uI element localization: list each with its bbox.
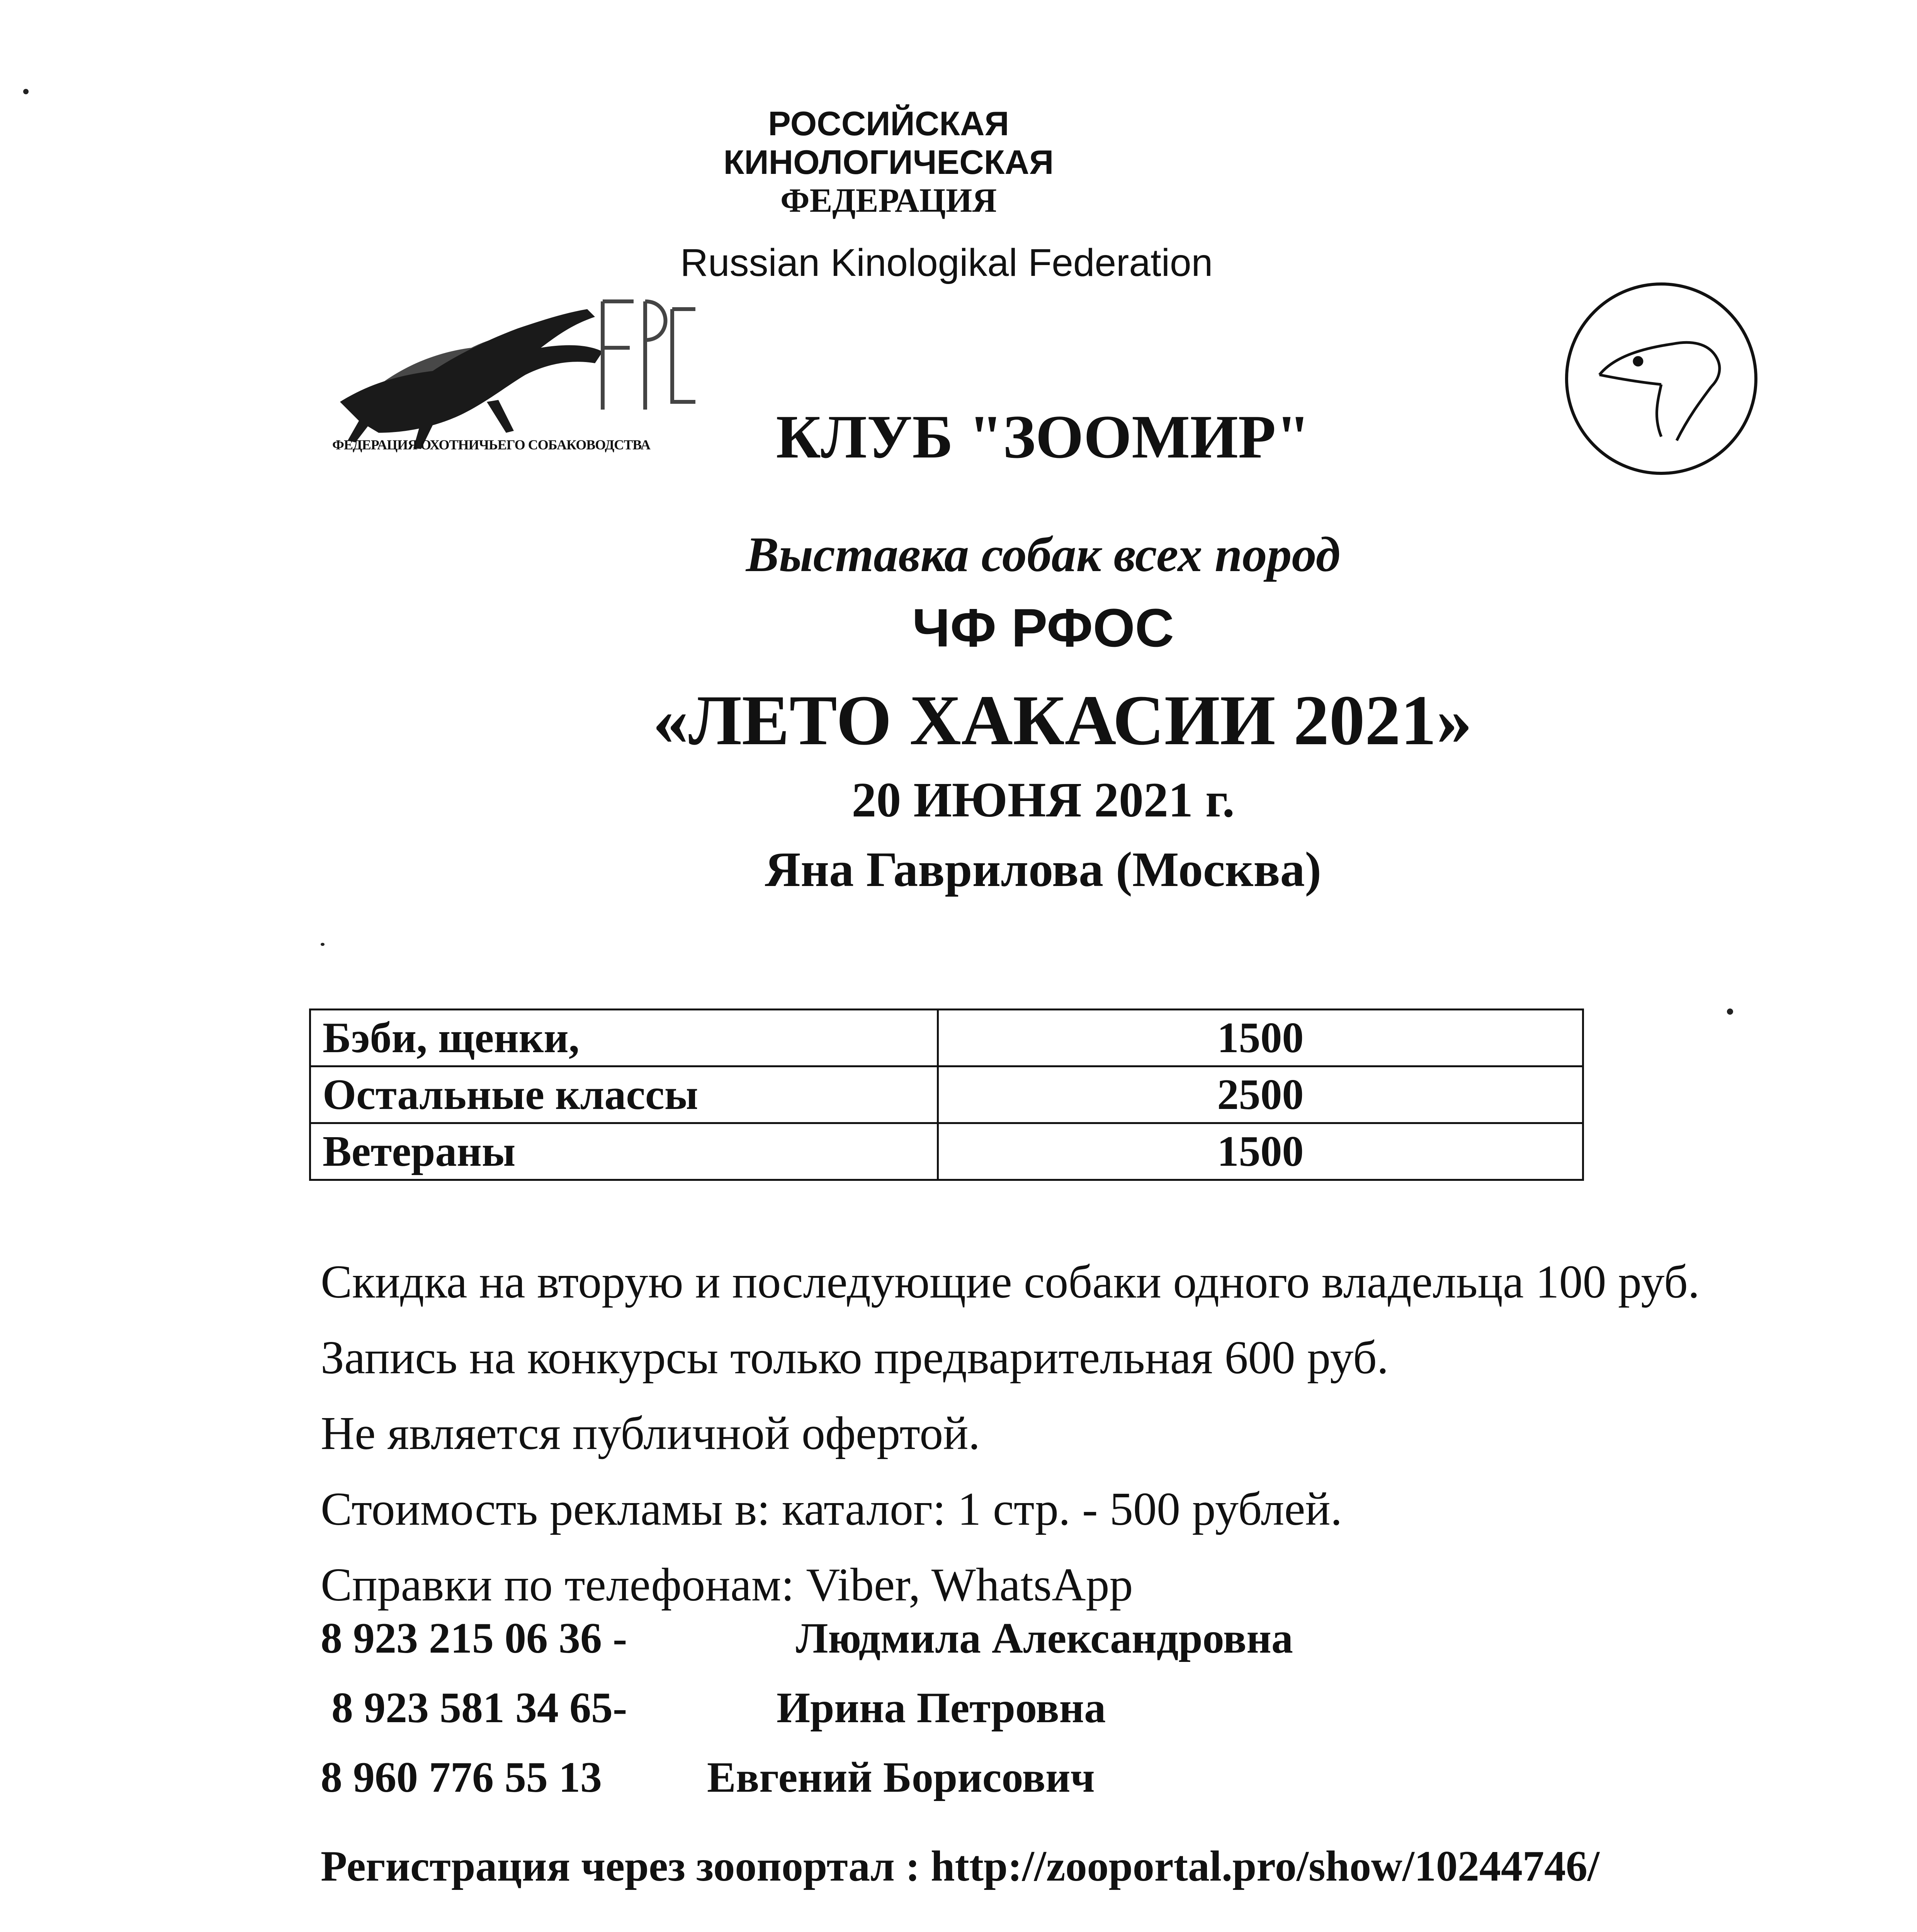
contact-name: Людмила Александровна: [796, 1614, 1293, 1662]
contact-phone: 8 960 776 55 13: [321, 1753, 602, 1801]
contact-row: [321, 1673, 1711, 1743]
scan-speck: [321, 943, 325, 946]
contact-name: Ирина Петровна: [777, 1684, 1106, 1732]
federation-name-line: ФЕДЕРАЦИЯ: [780, 182, 997, 219]
show-subtitle: Выставка собак всех пород: [746, 527, 1341, 582]
contact-row: [321, 1604, 1711, 1673]
price-value: 2500: [938, 1066, 1583, 1123]
price-table: [309, 1009, 1584, 1181]
table-row: [310, 1010, 1583, 1066]
show-judge: Яна Гаврилова (Москва): [765, 842, 1322, 897]
scan-speck: [23, 89, 29, 94]
price-value: 1500: [938, 1010, 1583, 1066]
price-class: Бэби, щенки,: [310, 1010, 938, 1066]
info-line: Стоимость рекламы в: каталог: 1 стр. - 500 рублей.: [321, 1483, 1343, 1535]
info-line: Справки по телефонам: Viber, WhatsApp: [321, 1559, 1133, 1611]
table-row: [310, 1066, 1583, 1123]
price-value: 1500: [938, 1123, 1583, 1180]
price-class: Ветераны: [310, 1123, 938, 1180]
info-line: Скидка на вторую и последующие собаки одного владельца 100 руб.: [321, 1256, 1700, 1308]
borzoi-head-emblem-icon: [1561, 278, 1762, 479]
price-class: Остальные классы: [310, 1066, 938, 1123]
contacts-list: [321, 1604, 1711, 1812]
table-row: [310, 1123, 1583, 1180]
federation-name-line: КИНОЛОГИЧЕСКАЯ: [723, 143, 1054, 181]
federation-name-ru: [618, 104, 1159, 220]
club-title: КЛУБ "ЗООМИР": [776, 402, 1310, 471]
scan-speck: [1727, 1009, 1733, 1015]
contact-name: Евгений Борисович: [707, 1753, 1095, 1801]
info-line: Не является публичной офертой.: [321, 1407, 980, 1459]
logo-caption: ФЕДЕРАЦИЯ ОХОТНИЧЬЕГО СОБАКОВОДСТВА: [332, 437, 650, 452]
info-line: Запись на конкурсы только предварительная 600 руб.: [321, 1332, 1389, 1384]
federation-name-line: РОССИЙСКАЯ: [768, 104, 1009, 143]
registration-link[interactable]: Регистрация через зоопортал : http://zooportal.pro/show/10244746/: [321, 1842, 1600, 1890]
federation-name-en: Russian Kinologikal Federation: [680, 241, 1213, 284]
contact-phone: 8 923 215 06 36 -: [321, 1614, 627, 1662]
show-date: 20 ИЮНЯ 2021 г.: [851, 772, 1235, 827]
info-block: [321, 1244, 1866, 1623]
show-organizer: ЧФ РФОС: [912, 597, 1174, 658]
show-title: «ЛЕТО ХАКАСИИ 2021»: [653, 681, 1472, 760]
contact-row: [321, 1743, 1711, 1812]
contact-phone: 8 923 581 34 65-: [321, 1684, 627, 1732]
